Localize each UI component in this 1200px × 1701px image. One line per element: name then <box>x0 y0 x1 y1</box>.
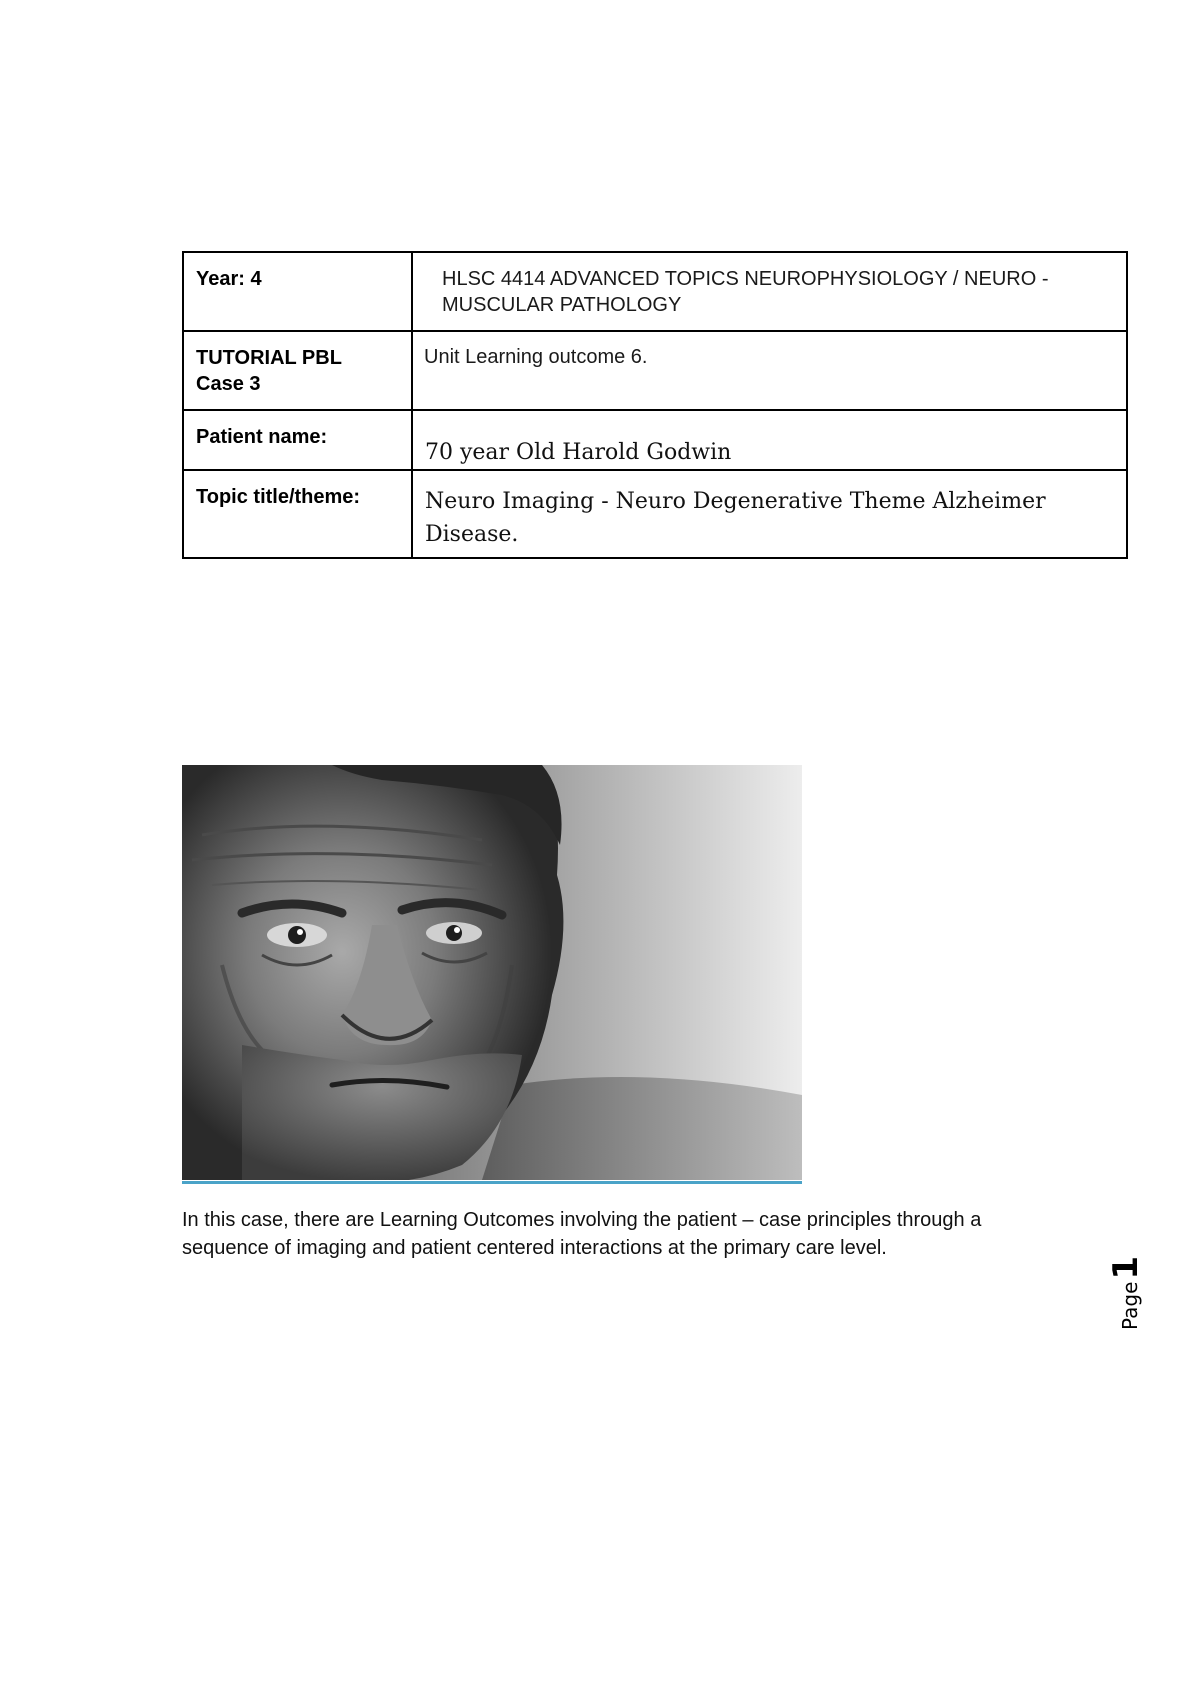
page-word: Page <box>1118 1281 1142 1330</box>
year-label-cell <box>183 252 412 331</box>
patient-portrait-photo <box>182 765 802 1180</box>
course-title: HLSC 4414 ADVANCED TOPICS NEUROPHYSIOLOGY / NEURO - MUSCULAR PATHOLOGY <box>442 268 1049 316</box>
learning-outcome-value: Unit Learning outcome 6. <box>424 346 648 368</box>
topic-title-label: Topic title/theme: <box>196 486 361 508</box>
year-label: Year: 4 <box>196 268 262 290</box>
photo-divider-rule <box>182 1181 802 1184</box>
tutorial-label: TUTORIAL PBL Case 3 <box>196 347 342 395</box>
patient-label-cell <box>183 410 412 470</box>
topic-title-cell <box>412 470 1127 558</box>
patient-name-label: Patient name: <box>196 426 328 448</box>
table-row-year <box>183 252 1127 331</box>
tutorial-label-cell <box>183 331 412 410</box>
topic-title-value: Neuro Imaging - Neuro Degenerative Theme Alzheimer Disease. <box>425 489 1046 547</box>
case-description-paragraph: In this case, there are Learning Outcomes involving the patient – case principles through a sequence of imaging and patient centered interactions at the primary care level. <box>182 1209 982 1259</box>
page-number-marker <box>1106 1256 1146 1330</box>
learning-outcome-cell <box>412 331 1127 410</box>
case-info-table <box>182 251 1128 559</box>
table-row-tutorial <box>183 331 1127 410</box>
topic-label-cell <box>183 470 412 558</box>
patient-name-value: 70 year Old Harold Godwin <box>425 440 732 465</box>
page-number: 1 <box>1106 1255 1146 1280</box>
table-row-patient <box>183 410 1127 470</box>
patient-name-cell <box>412 410 1127 470</box>
table-row-topic <box>183 470 1127 558</box>
course-title-cell <box>412 252 1127 331</box>
